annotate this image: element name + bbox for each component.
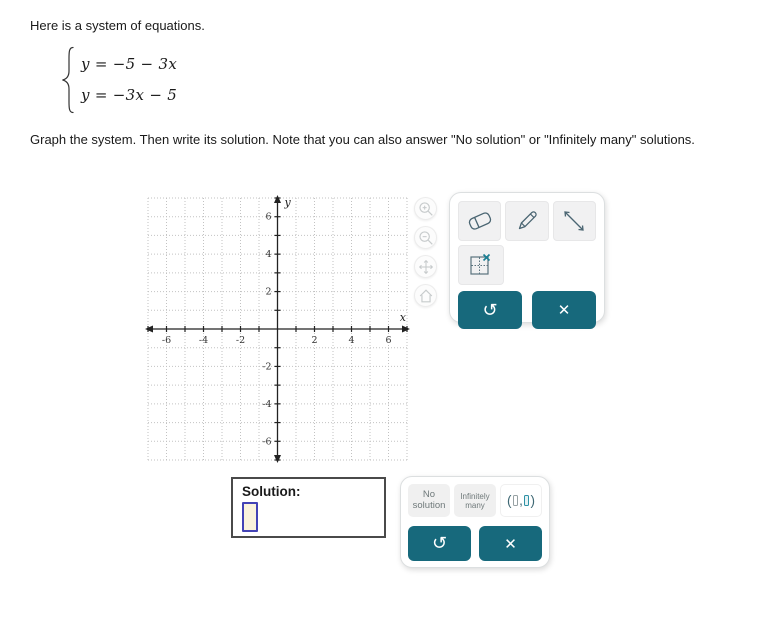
eraser-button[interactable] xyxy=(458,201,501,241)
zoom-in-button[interactable] xyxy=(414,197,437,220)
first-blank-icon xyxy=(513,495,519,506)
no-solution-button[interactable]: No solution xyxy=(408,484,450,517)
svg-text:y: y xyxy=(284,196,291,209)
pair-comma: , xyxy=(519,493,523,508)
undo-icon: ↺ xyxy=(431,533,448,554)
zoom-out-button[interactable] xyxy=(414,226,437,249)
solution-panel xyxy=(231,477,386,538)
svg-text:-2: -2 xyxy=(262,361,272,373)
answer-palette xyxy=(400,476,550,568)
eraser-icon xyxy=(465,209,495,233)
clear-graph-button[interactable] xyxy=(458,245,504,285)
move-arrows-icon xyxy=(417,258,435,276)
svg-text:2: 2 xyxy=(311,335,318,346)
solution-input[interactable] xyxy=(242,502,258,532)
second-blank-icon xyxy=(524,495,530,506)
svg-text:x: x xyxy=(399,311,406,324)
reset-view-button[interactable] xyxy=(414,284,437,307)
instruction-text: Graph the system. Then write its solution. Note that you can also answer "No solution" or "Infinitely many" solutions. xyxy=(30,132,695,147)
solution-label: Solution: xyxy=(242,484,301,499)
svg-text:2: 2 xyxy=(265,286,272,298)
answer-undo-button[interactable] xyxy=(408,526,471,561)
svg-text:4: 4 xyxy=(265,249,272,261)
close-icon: ✕ xyxy=(557,301,571,319)
graph-undo-button[interactable] xyxy=(458,291,522,329)
undo-icon: ↺ xyxy=(482,299,498,321)
page-title: Here is a system of equations. xyxy=(30,18,205,33)
svg-text:-2: -2 xyxy=(235,335,246,346)
system-brace-icon xyxy=(60,46,75,114)
equation-1: y = −5 − 3x xyxy=(81,55,178,73)
svg-text:-4: -4 xyxy=(198,335,209,346)
svg-text:-6: -6 xyxy=(161,335,172,346)
svg-text:-6: -6 xyxy=(262,436,272,448)
close-icon: ✕ xyxy=(504,534,517,553)
svg-text:6: 6 xyxy=(265,211,272,223)
pencil-button[interactable] xyxy=(505,201,548,241)
infinitely-many-button[interactable]: Infinitely many xyxy=(454,484,496,517)
grid-with-x-icon xyxy=(468,252,494,278)
graph-close-button[interactable] xyxy=(532,291,596,329)
line-tool-button[interactable] xyxy=(553,201,596,241)
equation-system xyxy=(60,46,177,114)
line-segment-icon xyxy=(559,206,589,236)
pan-button[interactable] xyxy=(414,255,437,278)
equation-2: y = −3x − 5 xyxy=(81,86,178,104)
magnifier-minus-icon xyxy=(417,229,435,247)
home-icon xyxy=(417,287,435,305)
close-paren: ) xyxy=(530,493,535,508)
svg-text:4: 4 xyxy=(348,335,355,346)
pencil-icon xyxy=(514,208,540,234)
ordered-pair-button[interactable] xyxy=(500,484,542,517)
graph-zoom-controls xyxy=(414,197,438,313)
magnifier-plus-icon xyxy=(417,200,435,218)
svg-text:6: 6 xyxy=(385,335,392,346)
svg-text:-4: -4 xyxy=(262,398,272,410)
open-paren: ( xyxy=(507,493,512,508)
answer-close-button[interactable] xyxy=(479,526,542,561)
graph-toolbar xyxy=(449,192,605,323)
graph-canvas[interactable] xyxy=(144,194,411,464)
